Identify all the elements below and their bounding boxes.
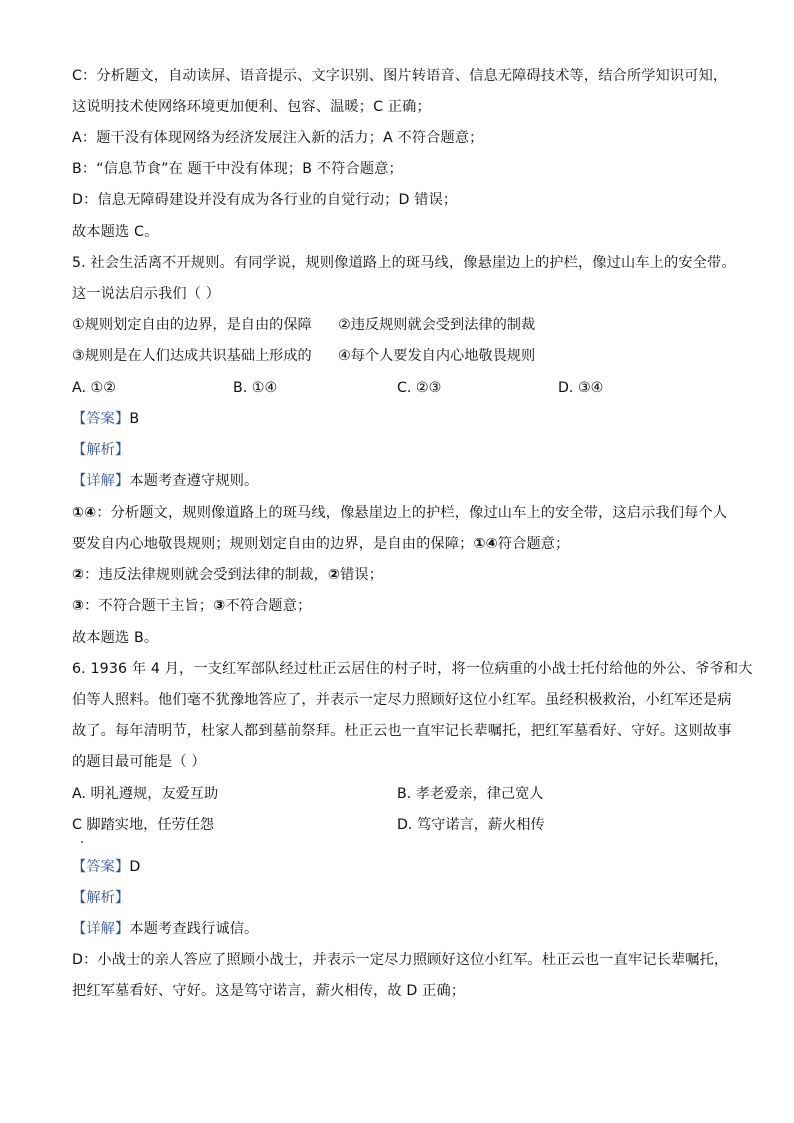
q4-b-analysis: B：“信息节食”在 题干中没有体现；B 不符合题意； [72,161,403,177]
q4-conclusion: 故本题选 C。 [72,224,159,240]
q6-option-a: A. 明礼遵规，友爱互助 [72,786,219,802]
q5-detail: 本题考查遵守规则。 [129,473,259,489]
q6-answer-line [72,857,732,877]
q5-option-c: C. ②③ [397,380,442,396]
q5-exp-text: ：分析题文，规则像道路上的斑马线，像悬崖边上的护栏，像过山车上的安全带，这启示我们每个人 [96,505,728,521]
q5-conclusion: 故本题选 B。 [72,630,159,646]
q4-a-analysis: A：题干没有体现网络为经济发展注入新的活力；A 不符合题意； [72,130,484,146]
q6-explanation-line2: 把红军墓看好、守好。这是笃守诺言，薪火相传，故 D 正确； [72,983,466,999]
q5-stem-line1: 5. 社会生活离不开规则。有同学说，规则像道路上的斑马线，像悬崖边上的护栏，像过山车上的安全带。 [72,255,736,271]
q4-c-analysis-line1: C：分析题文，自动读屏、语音提示、文字识别、图片转语音、信息无障碍技术等，结合所学知识可知， [72,68,728,84]
q5-detail-line [72,471,732,491]
q5-explanation-line2 [72,534,732,554]
q6-explanation-line1: D：小战士的亲人答应了照顾小战士，并表示一定尽力照顾好这位小红军。杜正云也一直牢记长辈嘱托， [72,952,729,968]
q5-item-3: ③规则是在人们达成共识基础上形成的 [72,348,312,364]
q5-explanation-line4 [72,596,732,616]
q6-stem-line1: 6. 1936 年 4 月，一支红军部队经过杜正云居住的村子时，将一位病重的小战士托付给他的外公、爷爷和大 [72,661,753,677]
analysis-label: 【解析】 [72,442,130,458]
q5-exp-marker: ③ [213,598,226,614]
q5-exp-marker: ② [72,567,85,583]
q5-explanation-line3 [72,565,732,585]
q5-item-4: ④每个人要发自内心地敬畏规则 [338,348,536,364]
q5-exp-marker: ② [327,567,341,583]
q5-exp-text: ：不符合题干主旨； [84,598,214,614]
answer-label: 【答案】 [72,859,130,875]
q5-exp-text: 不符合题意； [225,598,312,614]
q5-stem-line2: 这一说法启示我们（ ） [72,286,221,302]
q4-c-analysis-line2: 这说明技术使网络环境更加便利、包容、温暖；C 正确； [72,99,431,115]
q5-exp-text: ：违反法律规则就会受到法律的制裁， [84,567,328,583]
q5-exp-text: 要发自内心地敬畏规则；规则划定自由的边界，是自由的保障； [72,536,474,552]
q6-detail-line [72,919,732,939]
q6-stem-line3: 故了。每年清明节，杜家人都到墓前祭拜。杜正云也一直牢记长辈嘱托，把红军墓看好、守好。这则故事 [72,723,732,739]
q6-stem-line2: 伯等人照料。他们毫不犹豫地答应了，并表示一定尽力照顾好这位小红军。虽经积极救治，小红军还是病 [72,692,732,708]
q5-exp-text: 错误； [340,567,384,583]
q5-exp-marker: ①④ [473,536,498,552]
stray-dot [81,841,83,843]
q5-option-a: A. ①② [72,380,116,396]
q5-answer-line [72,409,732,429]
q5-analysis-label [72,440,732,460]
q5-option-b: B. ①④ [233,380,278,396]
detail-label: 【详解】 [72,473,130,489]
q5-explanation-line1 [72,503,732,523]
q6-analysis-label [72,888,732,908]
q6-answer: D [129,859,141,875]
q6-option-d: D. 笃守诺言，薪火相传 [397,817,545,833]
q5-item-1: ①规则划定自由的边界，是自由的保障 [72,317,312,333]
q5-exp-text: 符合题意； [497,536,570,552]
q5-option-d: D. ③④ [558,380,604,396]
q5-answer: B [129,411,140,427]
q4-d-analysis: D：信息无障碍建设并没有成为各行业的自觉行动；D 错误； [72,192,458,208]
q6-stem-line4: 的题目最可能是（ ） [72,754,206,770]
q6-option-c: C 脚踏实地，任劳任怨 [72,817,215,833]
q5-exp-marker: ①④ [72,505,97,521]
q6-detail: 本题考查践行诚信。 [129,921,259,937]
detail-label: 【详解】 [72,921,130,937]
q5-item-2: ②违反规则就会受到法律的制裁 [338,317,536,333]
answer-label: 【答案】 [72,411,130,427]
q6-option-b: B. 孝老爱亲，律己宽人 [397,786,544,802]
q5-exp-marker: ③ [72,598,85,614]
analysis-label: 【解析】 [72,890,130,906]
